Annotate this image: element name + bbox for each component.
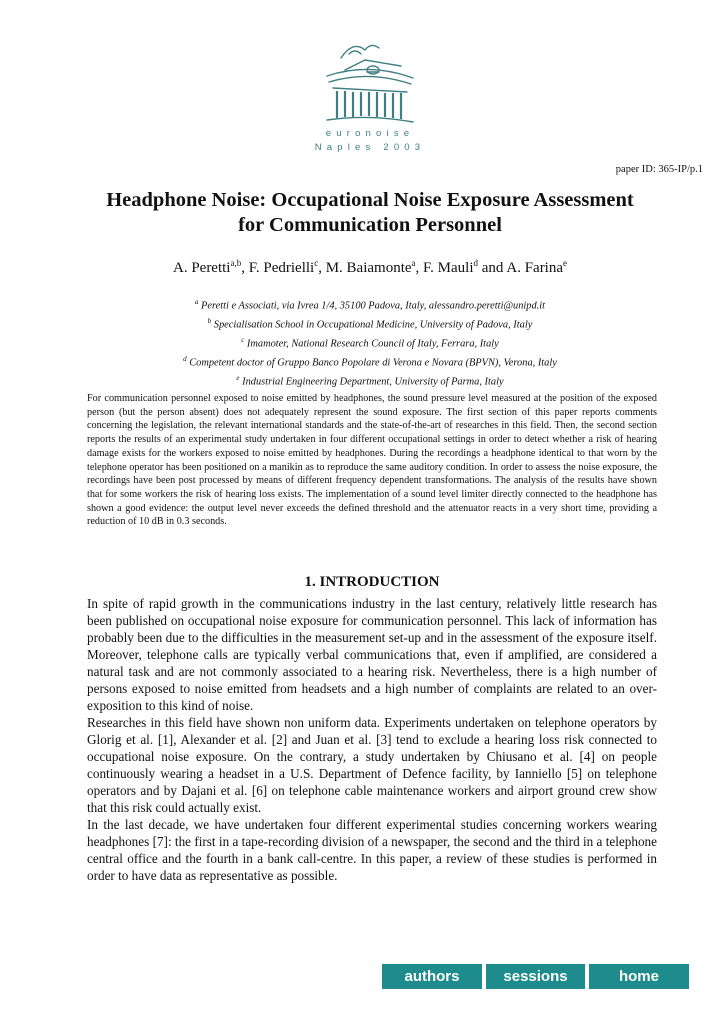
affiliation-list (60, 295, 680, 390)
author-affiliation-mark: c (314, 258, 319, 268)
author-name: M. Baiamonte (325, 260, 412, 276)
affiliation-item (60, 295, 680, 314)
section-body (87, 595, 657, 884)
paper-title (60, 188, 680, 238)
author-affiliation-mark: a (411, 258, 416, 268)
author-affiliation-mark: e (563, 258, 568, 268)
title-line-2: for Communication Personnel (238, 214, 502, 236)
author-name: F. Pedrielli (248, 260, 315, 276)
affiliation-item (60, 333, 680, 352)
body-paragraph: Researches in this field have shown non uniform data. Experiments undertaken on telephone operators by Glorig et al. [1], Alexander et al. [2] and Juan et al. [3] tend to exclude a hearing loss risk connected to occupational noise exposure. On the contrary, a study undertaken by Chiusano et al. [4] on people continuously wearing a headset in a U.S. Department of Defence facility, by Ianniello [5] on telephone operators and by Dajani et al. [6] on telephone cable maintenance workers and airport ground crew show that this risk could actually exist. (87, 715, 657, 815)
author-separator: and (478, 260, 507, 276)
author-separator: , (241, 260, 249, 276)
paper-id: paper ID: 365-IP/p.1 (615, 164, 703, 175)
author-name: A. Peretti (172, 260, 231, 276)
author-name: A. Farina (506, 260, 564, 276)
logo-text-naples: Naples 2003 (314, 142, 426, 153)
affiliation-text: Specialisation School in Occupational Medicine, University of Padova, Italy (213, 319, 533, 331)
author-affiliation-mark: a,b (230, 258, 242, 268)
affiliation-mark: a (194, 298, 199, 306)
author-separator: , (415, 260, 424, 276)
title-line-1: Headphone Noise: Occupational Noise Exposure Assessment (106, 189, 634, 211)
author-affiliation-mark: d (473, 258, 479, 268)
affiliation-mark: b (207, 316, 212, 325)
conference-logo (305, 36, 435, 158)
affiliation-text: Industrial Engineering Department, University of Parma, Italy (242, 376, 504, 388)
vesuvius-building-icon (305, 36, 435, 131)
affiliation-mark: d (183, 354, 187, 363)
authors-button[interactable]: authors (382, 964, 482, 989)
affiliation-item (60, 314, 680, 333)
section-heading: 1. INTRODUCTION (304, 574, 440, 590)
author-name: F. Mauli (423, 260, 474, 276)
affiliation-text: Peretti e Associati, via Ivrea 1/4, 35100 Padova, Italy, alessandro.peretti@unipd.it (201, 300, 546, 312)
affiliation-text: Competent doctor of Gruppo Banco Popolare di Verona e Novara (BPVN), Verona, Italy (189, 357, 557, 369)
affiliation-mark: e (236, 373, 240, 382)
body-paragraph: In the last decade, we have undertaken four different experimental studies concerning workers wearing headphones [7]: the first in a tape-recording division of a newspaper, the second and the third in a telephone central office and the fourth in a bank call-centre. In this paper, a review of these studies is performed in order to have data as representative as possible. (87, 817, 657, 883)
affiliation-mark: c (241, 335, 245, 344)
affiliation-text: Imamoter, National Research Council of Italy, Ferrara, Italy (246, 338, 499, 350)
author-list (60, 258, 680, 277)
logo-text-euronoise: euronoise (325, 128, 415, 139)
author-separator: , (318, 260, 326, 276)
home-button[interactable]: home (589, 964, 689, 989)
sessions-button[interactable]: sessions (486, 964, 585, 989)
affiliation-item (60, 352, 680, 371)
abstract: For communication personnel exposed to noise emitted by headphones, the sound pressure level measured at the position of the exposed person (but the person absent) does not adequately represent the sound exposure. The first section of this paper reports comments concerning the legislation, the relevant international standards and the state-of-the-art of researches in this field. Then, the second section reports the results of an experimental study undertaken in four different occupational settings in order to detect whether a risk of hearing damage exists for the workers exposed to noise emitted by headphones. During the recordings a headphone identical to that worn by the telephone operator has been positioned on a manikin as to reproduce the same auditory condition. In order to assess the noise exposure, the recordings have been post processed by means of different frequency dependent transformations. The analysis of the results have shown that for some workers the risk of hearing loss exists. The implementation of a sound level limiter directly connected to the headphone has shown a good evidence: the output level never exceeds the defined threshold and the attenuator reacts in a very short time, providing a reduction of 10 dB in 0.3 seconds. (87, 393, 657, 528)
affiliation-item (60, 371, 680, 390)
body-paragraph: In spite of rapid growth in the communications industry in the last century, relatively little research has been published on occupational noise exposure for communication personnel. This lack of information has probably been due to the difficulties in the measurement set-up and in the assessment of the exposure itself. Moreover, telephone calls are typically verbal communications that, even if amplified, are considered a natural task and are not commonly associated to a hearing risk. Nevertheless, there is a high number of persons exposed to noise emitted from headsets and a high number of complaints are related to an over-exposition to this kind of noise. (87, 596, 657, 713)
